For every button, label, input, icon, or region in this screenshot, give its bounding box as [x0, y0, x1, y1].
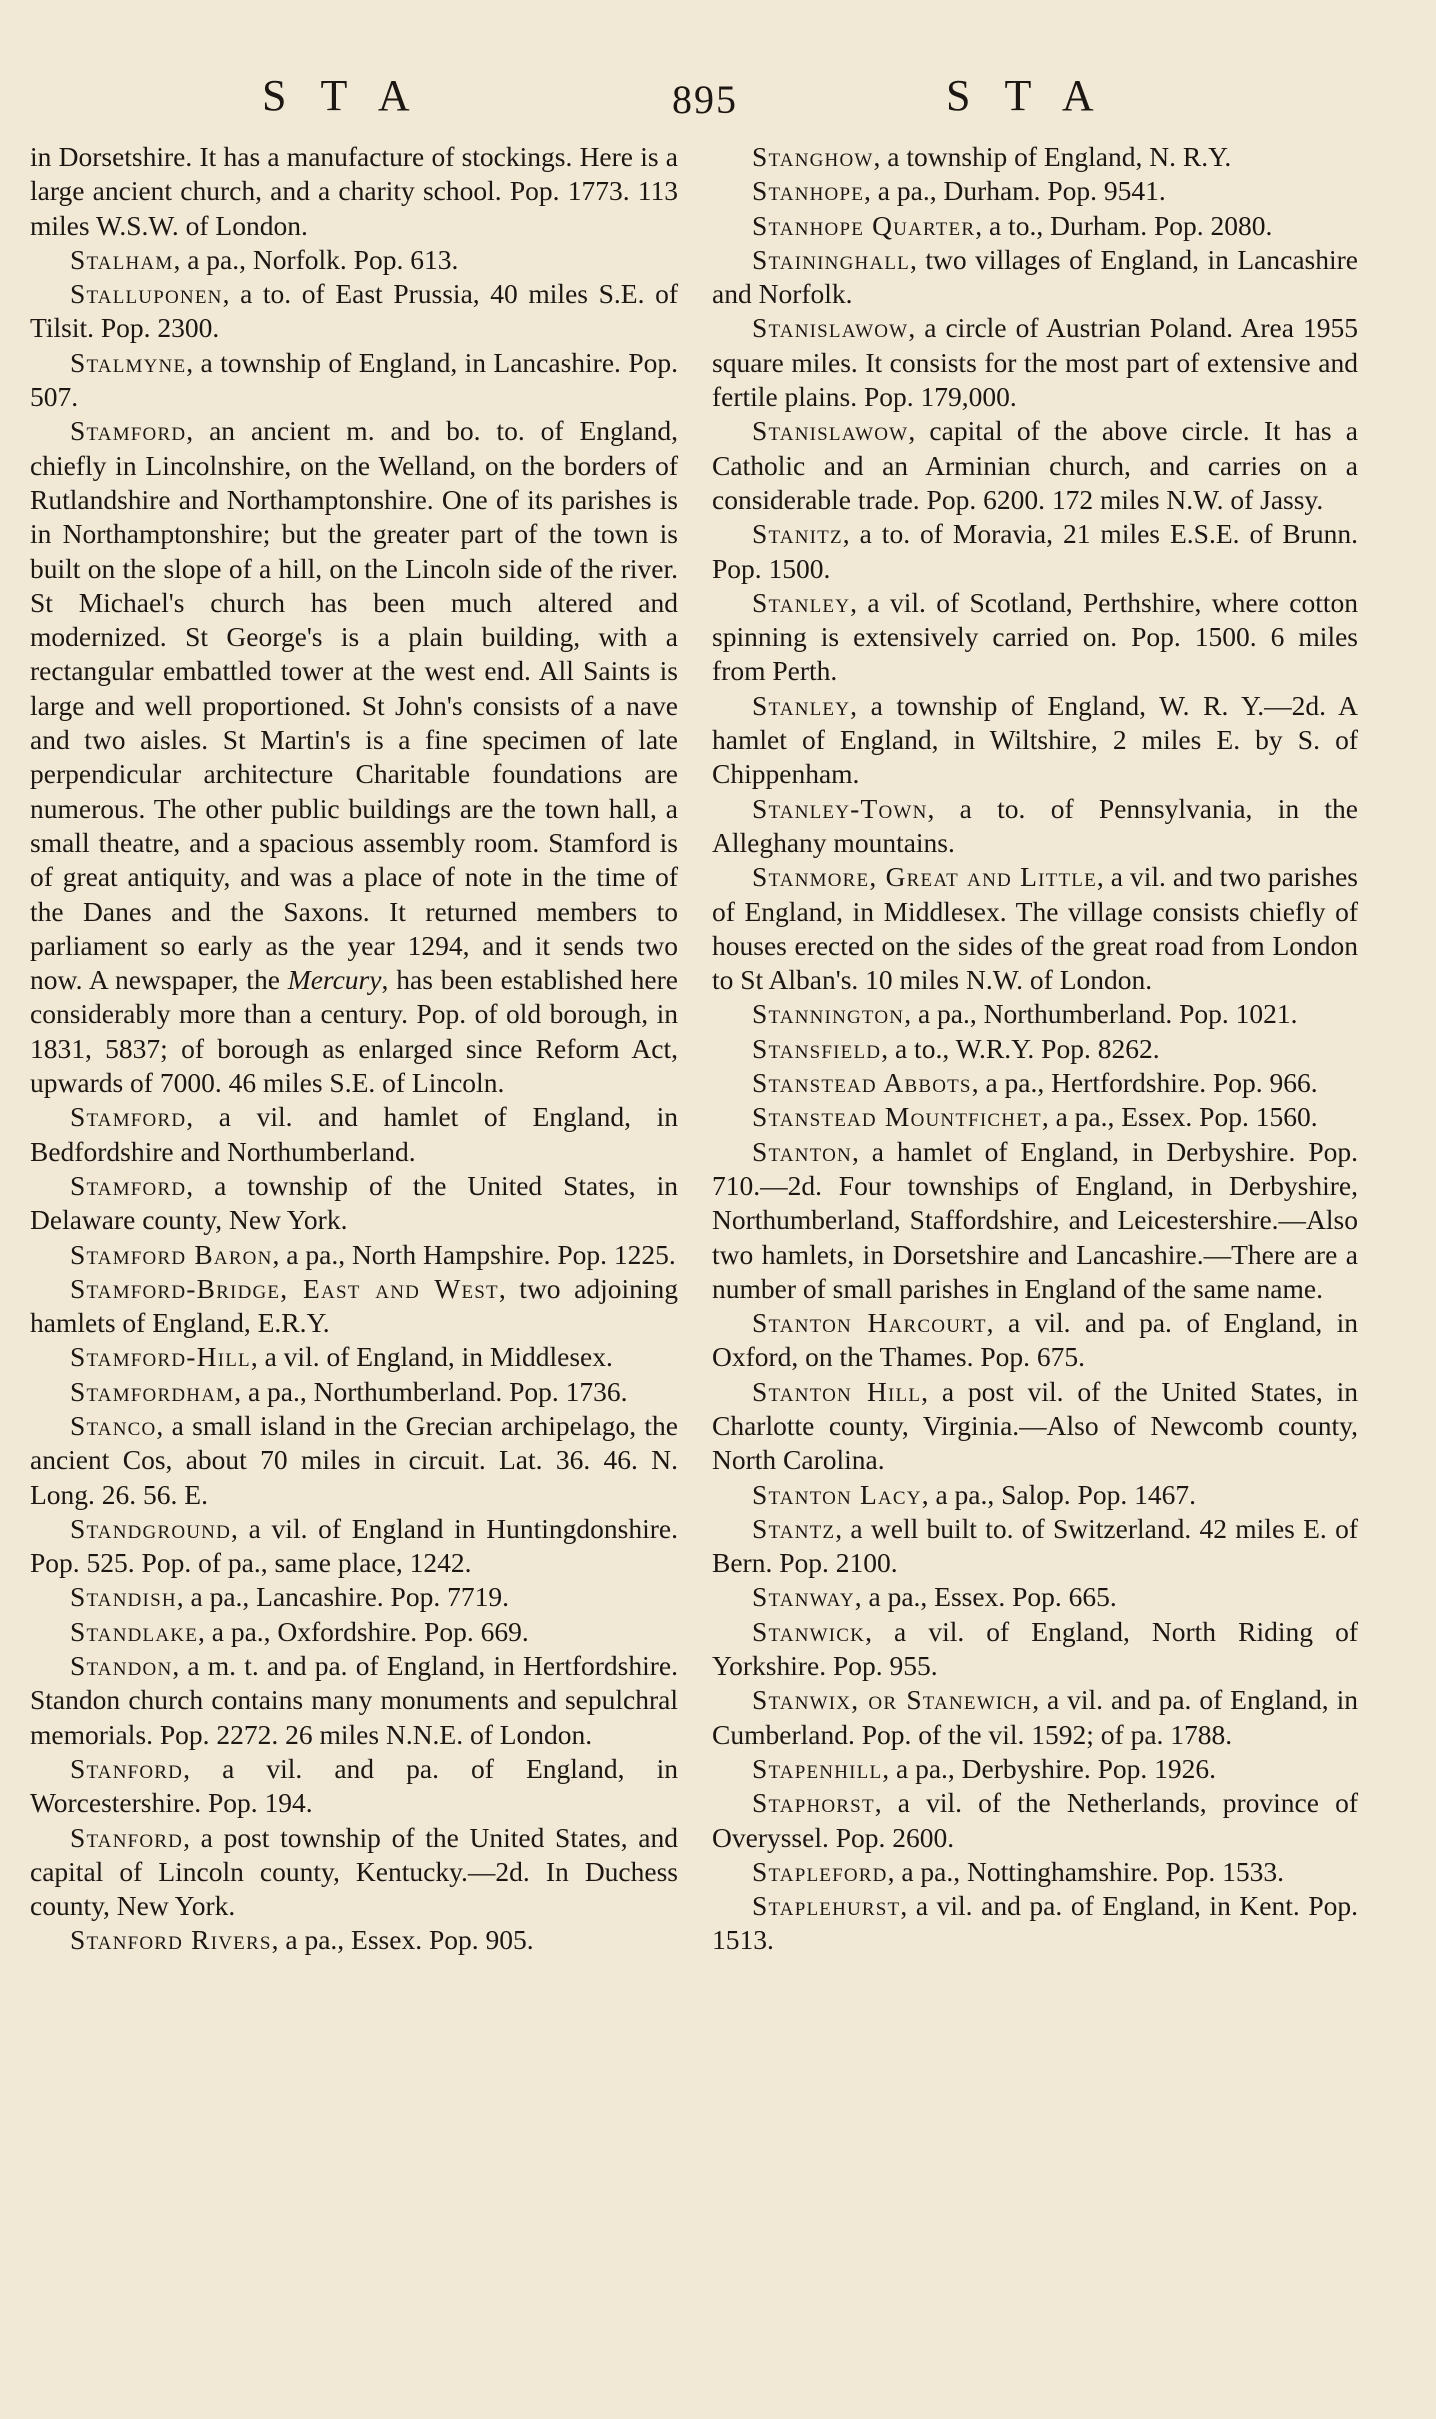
entry-text-continued: , has been established here considerably more than a century. Pop. of old borough, in 1831, 5837; of borough as enlarged since Reform Act, upwards of 7000. 46 miles S.E. of Lincoln. — [30, 964, 678, 1099]
gazetteer-entry — [712, 174, 1358, 208]
gazetteer-entry — [712, 1752, 1358, 1786]
entry-headword: Stanislawow — [752, 312, 909, 344]
entry-text: , a vil. and pa. of England, in Worcestershire. Pop. 194. — [30, 1752, 678, 1819]
gazetteer-entry — [30, 140, 678, 243]
gazetteer-entry — [30, 346, 678, 415]
entry-headword: Staplehurst — [752, 1890, 901, 1922]
entry-text: , two adjoining hamlets of England, E.R.Y. — [30, 1272, 678, 1339]
entry-text: , two villages of England, in Lancashire and Norfolk. — [712, 243, 1358, 310]
entry-headword: Stamford — [70, 1101, 187, 1133]
entry-headword: Stanford — [70, 1821, 184, 1853]
header-right-guide-word: STA — [946, 71, 1128, 120]
gazetteer-entry — [712, 1478, 1358, 1512]
entry-text: , a to., W.R.Y. Pop. 8262. — [881, 1032, 1160, 1064]
gazetteer-entry — [30, 243, 678, 277]
entry-text: , a pa., Lancashire. Pop. 7719. — [176, 1581, 509, 1613]
gazetteer-entry — [712, 414, 1358, 517]
gazetteer-entry — [30, 1580, 678, 1614]
entry-headword: Stanhope — [752, 175, 865, 207]
gazetteer-entry — [712, 1512, 1358, 1581]
entry-text: , a vil. and two parishes of England, in Middlesex. The village consists chiefly of houses erected on the sides of the great road from London to St Alban's. 10 miles N.W. of London. — [712, 861, 1358, 996]
gazetteer-entry — [712, 586, 1358, 689]
gazetteer-entry — [712, 1855, 1358, 1889]
entry-text: , capital of the above circle. It has a Catholic and an Arminian church, and carries on a considerable trade. Pop. 6200. 172 miles N.W. of Jassy. — [712, 415, 1358, 515]
left-column — [30, 140, 678, 1958]
entry-headword: Stanco — [70, 1409, 157, 1441]
entry-text: , a vil. of England, in Middlesex. — [250, 1341, 613, 1373]
entry-text: , a pa., Salop. Pop. 1467. — [921, 1478, 1196, 1510]
entry-headword: Stapleford — [752, 1855, 888, 1887]
entry-headword: Stanislawow — [752, 415, 909, 447]
gazetteer-entry — [30, 414, 678, 1100]
entry-text: , a circle of Austrian Poland. Area 1955 square miles. It consists for the most part of extensive and fertile plains. Pop. 179,000. — [712, 312, 1358, 413]
gazetteer-entry — [712, 1889, 1358, 1958]
entry-headword: Stanwick — [752, 1615, 866, 1647]
entry-text: , a vil. and hamlet of England, in Bedfordshire and Northumberland. — [30, 1101, 678, 1167]
entry-headword: Standground — [70, 1512, 232, 1544]
entry-text: , a to. of Moravia, 21 miles E.S.E. of Brunn. Pop. 1500. — [712, 518, 1358, 584]
entry-headword: Stannington — [752, 998, 905, 1030]
entry-headword: Standon — [70, 1650, 173, 1682]
entry-headword: Stalmyne — [70, 346, 187, 378]
entry-headword: Stanwix, or Stanewich — [752, 1684, 1033, 1716]
entry-text: , a pa., Essex. Pop. 1560. — [1041, 1101, 1318, 1133]
entry-text: , a post vil. of the United States, in Charlotte county, Virginia.—Also of Newcomb county, North Carolina. — [712, 1375, 1358, 1476]
entry-headword: Stamford-Bridge, East and West — [70, 1272, 499, 1304]
entry-text: , a vil. and pa. of England, in Cumberland. Pop. of the vil. 1592; of pa. 1788. — [712, 1684, 1358, 1750]
gazetteer-entry — [712, 1306, 1358, 1375]
entry-headword: Stanton Harcourt — [752, 1307, 987, 1339]
gazetteer-entry — [712, 1100, 1358, 1134]
right-column — [712, 140, 1358, 1958]
gazetteer-entry — [30, 1375, 678, 1409]
entry-headword: Stanway — [752, 1581, 855, 1613]
entry-headword: Stanford Rivers — [70, 1924, 272, 1956]
entry-headword: Stanhope Quarter — [752, 209, 976, 241]
gazetteer-entry — [712, 1580, 1358, 1614]
entry-headword: Stanton Lacy — [752, 1478, 922, 1510]
gazetteer-entry — [30, 1752, 678, 1821]
entry-text: , a vil. of Scotland, Perthshire, where cotton spinning is extensively carried on. Pop. 1500. 6 miles from Perth. — [712, 586, 1358, 687]
entry-text: , a pa., Derbyshire. Pop. 1926. — [882, 1752, 1217, 1784]
gazetteer-entry — [712, 1683, 1358, 1752]
entry-text: , a vil. of England, North Riding of Yorkshire. Pop. 955. — [712, 1615, 1358, 1682]
gazetteer-entry — [712, 1135, 1358, 1306]
gazetteer-entry — [30, 277, 678, 346]
entry-headword: Stanmore, Great and Little — [752, 861, 1097, 893]
entry-text: , a vil. and pa. of England, in Kent. Pop. 1513. — [712, 1890, 1358, 1956]
entry-headword: Stamfordham — [70, 1375, 235, 1407]
entry-text: , a vil. of England in Huntingdonshire. Pop. 525. Pop. of pa., same place, 1242. — [30, 1512, 678, 1579]
gazetteer-entry — [30, 1512, 678, 1581]
entry-text: , a post township of the United States, and capital of Lincoln county, Kentucky.—2d. In Duchess county, New York. — [30, 1821, 678, 1922]
entry-text: , a to. of Pennsylvania, in the Alleghany mountains. — [712, 792, 1358, 858]
entry-headword: Stanitz — [752, 518, 843, 550]
entry-headword: Stanley — [752, 689, 851, 721]
gazetteer-entry — [712, 860, 1358, 997]
entry-headword: Staphorst — [752, 1787, 875, 1819]
entry-headword: Stamford Baron — [70, 1238, 273, 1270]
gazetteer-entry — [712, 1032, 1358, 1066]
gazetteer-entry — [712, 209, 1358, 243]
entry-text: , a small island in the Grecian archipelago, the ancient Cos, about 70 miles in circuit. Lat. 36. 46. N. Long. 26. 56. E. — [30, 1409, 678, 1510]
entry-headword: Stamford-Hill — [70, 1341, 251, 1373]
running-header — [0, 62, 1436, 132]
gazetteer-entry — [30, 1340, 678, 1374]
entry-headword: Staininghall — [752, 243, 910, 275]
entry-headword: Stanstead Mountfichet — [752, 1101, 1042, 1133]
gazetteer-entry — [712, 1375, 1358, 1478]
header-left-guide-word: STA — [262, 71, 444, 120]
entry-text: , a pa., Norfolk. Pop. 613. — [173, 243, 459, 275]
entry-text: , a pa., Northumberland. Pop. 1736. — [234, 1375, 628, 1407]
entry-headword: Stalluponen — [70, 278, 223, 310]
entry-headword: Stanley — [752, 586, 851, 618]
gazetteer-entry — [712, 140, 1358, 174]
entry-headword: Stanley-Town — [752, 792, 928, 824]
entry-headword: Stantz — [752, 1512, 836, 1544]
entry-text: , a to. of East Prussia, 40 miles S.E. of Tilsit. Pop. 2300. — [30, 278, 678, 344]
entry-text: , a township of England, in Lancashire. Pop. 507. — [30, 346, 678, 413]
entry-text: , a to., Durham. Pop. 2080. — [975, 209, 1273, 241]
entry-text: , a township of the United States, in Delaware county, New York. — [30, 1169, 678, 1236]
entry-text: , a pa., Nottinghamshire. Pop. 1533. — [887, 1855, 1284, 1887]
gazetteer-entry — [712, 311, 1358, 414]
gazetteer-entry — [30, 1409, 678, 1512]
entry-headword: Stalham — [70, 243, 174, 275]
entry-headword: Stapenhill — [752, 1752, 883, 1784]
entry-text: , a well built to. of Switzerland. 42 miles E. of Bern. Pop. 2100. — [712, 1512, 1358, 1579]
gazetteer-entry — [30, 1272, 678, 1341]
gazetteer-entry — [30, 1169, 678, 1238]
entry-text: , an ancient m. and bo. to. of England, chiefly in Lincolnshire, on the Welland, on the borders of Rutlandshire and Northamptonshire. One of its parishes is in Northamptonshire; but the greater part of the town is built on the slope of a hill, on the Lincoln side of the river. St Michael's church has been much altered and modernized. St George's is a plain building, with a rectangular embattled tower at the west end. All Saints is large and well proportioned. St John's consists of a nave and two aisles. St Martin's is a fine specimen of late perpendicular architecture Charitable foundations are numerous. The other public buildings are the town hall, a small theatre, and a spacious assembly room. Stamford is of great antiquity, and was a place of note in the time of the Danes and the Saxons. It returned members to parliament so early as the year 1294, and it sends two now. A newspaper, the — [30, 415, 678, 996]
gazetteer-entry — [712, 517, 1358, 586]
entry-headword: Stanghow — [752, 141, 874, 172]
gazetteer-entry — [30, 1100, 678, 1169]
entry-headword: Stanton Hill — [752, 1375, 922, 1407]
entry-headword: Standlake — [70, 1615, 198, 1647]
gazetteer-entry — [712, 1066, 1358, 1100]
gazetteer-entry — [30, 1821, 678, 1924]
gazetteer-entry — [30, 1923, 678, 1957]
entry-italic-text: Mercury — [287, 964, 382, 996]
gazetteer-entry — [712, 1786, 1358, 1855]
entry-headword: Stanton — [752, 1135, 852, 1167]
gazetteer-entry — [712, 689, 1358, 792]
entry-headword: Stansfield — [752, 1032, 882, 1064]
entry-text: , a vil. and pa. of England, in Oxford, on the Thames. Pop. 675. — [712, 1307, 1359, 1373]
entry-text: , a vil. of the Netherlands, province of Overyssel. Pop. 2600. — [712, 1787, 1358, 1853]
entry-text: , a pa., Durham. Pop. 9541. — [864, 175, 1166, 207]
entry-headword: Stamford — [70, 1169, 187, 1201]
entry-text: , a pa., Oxfordshire. Pop. 669. — [198, 1615, 529, 1647]
entry-text: , a m. t. and pa. of England, in Hertfordshire. Standon church contains many monuments and sepulchral memorials. Pop. 2272. 26 miles N.N.E. of London. — [30, 1650, 678, 1750]
entry-text: , a township of England, N. R.Y. — [873, 141, 1232, 172]
gazetteer-entry — [712, 243, 1358, 312]
entry-text: , a pa., Essex. Pop. 665. — [854, 1581, 1117, 1613]
entry-text: , a pa., Northumberland. Pop. 1021. — [904, 998, 1298, 1030]
gazetteer-entry — [712, 792, 1358, 861]
entry-headword: Stamford — [70, 415, 187, 447]
entry-headword: Stanford — [70, 1752, 184, 1784]
entry-text: , a pa., Hertfordshire. Pop. 966. — [971, 1067, 1318, 1099]
entry-text: , a pa., Essex. Pop. 905. — [271, 1924, 534, 1956]
gazetteer-entry — [712, 1615, 1358, 1684]
entry-text: in Dorsetshire. It has a manufacture of stockings. Here is a large ancient church, and a charity school. Pop. 1773. 113 miles W.S.W. of London. — [30, 141, 678, 241]
entry-headword: Standish — [70, 1581, 177, 1613]
entry-text: , a hamlet of England, in Derbyshire. Pop. 710.—2d. Four townships of England, in Derbyshire, Northumberland, Staffordshire, and Leicestershire.—Also two hamlets, in Dorsetshire and Lancashire.—There are a number of small parishes in England of the same name. — [712, 1135, 1358, 1304]
gazetteer-entry — [712, 997, 1358, 1031]
entry-headword: Stanstead Abbots — [752, 1067, 972, 1099]
gazetteer-entry — [30, 1615, 678, 1649]
gazetteer-entry — [30, 1238, 678, 1272]
page-number: 895 — [672, 77, 738, 122]
entry-text: , a pa., North Hampshire. Pop. 1225. — [272, 1238, 676, 1270]
gazetteer-entry — [30, 1649, 678, 1752]
entry-text: , a township of England, W. R. Y.—2d. A hamlet of England, in Wiltshire, 2 miles E. by S. of Chippenham. — [712, 689, 1358, 790]
